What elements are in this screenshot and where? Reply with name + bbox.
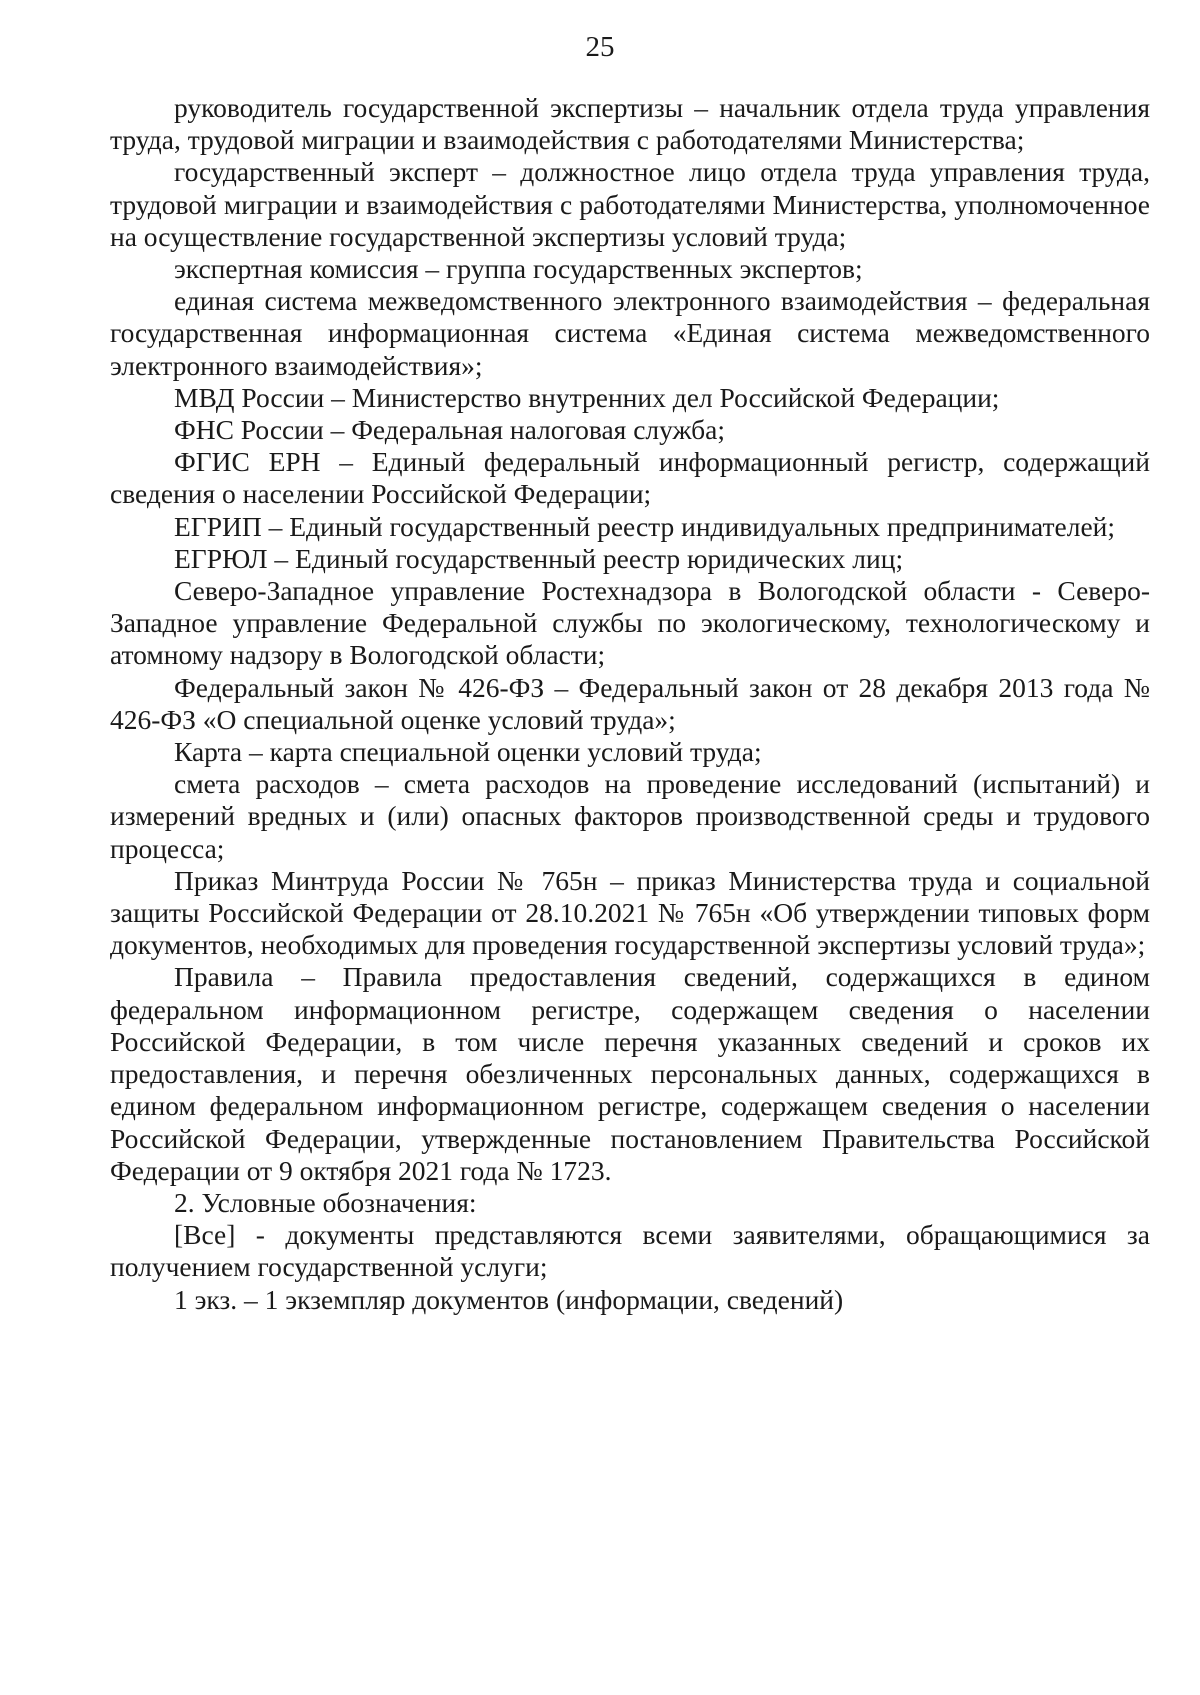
paragraph-mvd: МВД России – Министерство внутренних дел Российской Федерации;: [174, 381, 1000, 413]
page-number: 25: [585, 31, 615, 63]
paragraph-federal-law-426: Федеральный закон № 426-ФЗ – Федеральный закон от 28 декабря 2013 года № 426-ФЗ «О специальной оценке условий труда»;: [110, 671, 1150, 735]
paragraph-fgis-ern: ФГИС ЕРН – Единый федеральный информационный регистр, содержащий сведения о населении Российской Федерации;: [110, 446, 1150, 510]
document-body: [110, 92, 1150, 1316]
paragraph-smev: единая система межведомственного электронного взаимодействия – федеральная государственная информационная система «Единая система межведомственного электронного взаимодействия»;: [110, 285, 1150, 381]
paragraph-cost-estimate: смета расходов – смета расходов на проведение исследований (испытаний) и измерений вредных и (или) опасных факторов производственной среды и трудового процесса;: [110, 768, 1150, 864]
paragraph-egrip: ЕГРИП – Единый государственный реестр индивидуальных предпринимателей;: [174, 510, 1116, 542]
paragraph-all-applicants: [Все] - документы представляются всеми заявителями, обращающимися за получением государственной услуги;: [110, 1219, 1150, 1283]
paragraph-order-765n: Приказ Минтруда России № 765н – приказ Министерства труда и социальной защиты Российской Федерации от 28.10.2021 № 765н «Об утверждении типовых форм документов, необходимых для проведения государственной экспертизы условий труда»;: [110, 864, 1150, 961]
paragraph-one-copy: 1 экз. – 1 экземпляр документов (информации, сведений): [174, 1283, 844, 1315]
paragraph-expert-commission: экспертная комиссия – группа государственных экспертов;: [174, 253, 863, 285]
paragraph-egrul: ЕГРЮЛ – Единый государственный реестр юридических лиц;: [174, 542, 904, 574]
paragraph-state-expert: государственный эксперт – должностное лицо отдела труда управления труда, трудовой миграции и взаимодействия с работодателями Министерства, уполномоченное на осуществление государственной экспертизы условий труда;: [110, 156, 1150, 252]
paragraph-karta: Карта – карта специальной оценки условий труда;: [174, 736, 762, 768]
paragraph-rostekhnadzor: Северо-Западное управление Ростехнадзора в Вологодской области - Северо-Западное управление Федеральной службы по экологическому, технологическому и атомному надзору в Вологодской области;: [110, 575, 1150, 671]
paragraph-fns: ФНС России – Федеральная налоговая служба;: [174, 414, 725, 446]
paragraph-state-expertise-head: руководитель государственной экспертизы – начальник отдела труда управления труда, трудовой миграции и взаимодействия с работодателями Министерства;: [110, 92, 1150, 156]
paragraph-section-2-heading: 2. Условные обозначения:: [174, 1186, 477, 1218]
paragraph-rules: Правила – Правила предоставления сведений, содержащихся в едином федеральном информационном регистре, содержащем сведения о населении Российской Федерации, в том числе перечня указанных сведений и сроков их предоставления, и перечня обезличенных персональных данных, содержащихся в едином федеральном информационном регистре, содержащем сведения о населении Российской Федерации, утвержденные постановлением Правительства Российской Федерации от 9 октября 2021 года № 1723.: [110, 961, 1150, 1186]
